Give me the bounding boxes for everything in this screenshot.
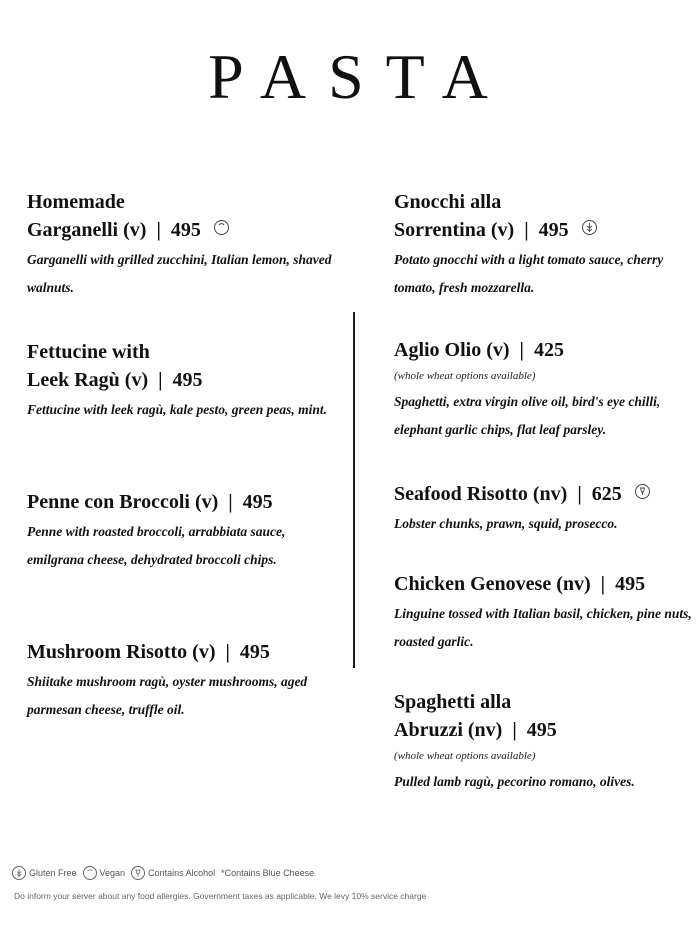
dish-name-line2 <box>27 216 332 244</box>
dish-description: Shiitake mushroom ragù, oyster mushrooms, aged parmesan cheese, truffle oil. <box>27 674 308 717</box>
dish-name: Sorrentina (v) <box>394 219 515 241</box>
page-title: PASTA <box>208 41 510 112</box>
dish-price: 495 <box>239 641 270 663</box>
menu-item-seafood-risotto <box>394 480 694 538</box>
legend-blue-cheese: *Contains Blue Cheese <box>221 868 315 878</box>
dish-name-line1: Gnocchi alla <box>394 191 502 213</box>
dish-price: 425 <box>533 339 564 361</box>
dish-description: Potato gnocchi with a light tomato sauce, cherry tomato, fresh mozzarella. <box>394 252 664 295</box>
dish-description: Lobster chunks, prawn, squid, prosecco. <box>394 516 618 531</box>
separator: | <box>228 491 233 513</box>
icon-legend <box>12 866 314 880</box>
dish-name-line1: Spaghetti alla <box>394 691 512 713</box>
dish-price: 625 <box>591 483 622 505</box>
dish-description: Linguine tossed with Italian basil, chicken, pine nuts, roasted garlic. <box>394 606 692 649</box>
dish-price: 495 <box>172 369 203 391</box>
dish-price: 495 <box>526 719 557 741</box>
menu-item-fettucine <box>27 338 332 424</box>
vegan-icon <box>214 220 229 235</box>
dish-name-line1: Homemade <box>27 191 125 213</box>
dish-name-line2 <box>394 216 694 244</box>
dish-price: 495 <box>538 219 569 241</box>
dish-name-line2 <box>27 366 332 394</box>
menu-item-mushroom-risotto <box>27 638 332 724</box>
dish-name-line1 <box>27 488 332 516</box>
dish-name: Garganelli (v) <box>27 219 147 241</box>
dish-price: 495 <box>170 219 201 241</box>
separator: | <box>225 641 230 663</box>
separator: | <box>524 219 529 241</box>
dish-name: Penne con Broccoli (v) <box>27 491 219 513</box>
separator: | <box>577 483 582 505</box>
dish-name: Chicken Genovese (nv) <box>394 573 591 595</box>
dish-name-line1 <box>27 638 332 666</box>
dish-description: Penne with roasted broccoli, arrabbiata sauce, emilgrana cheese, dehydrated broccoli chips. <box>27 524 286 567</box>
separator: | <box>512 719 517 741</box>
dish-description: Garganelli with grilled zucchini, Italian lemon, shaved walnuts. <box>27 252 332 295</box>
footer-disclaimer: Do inform your server about any food allergies. Government taxes as applicable. We levy 10% service charge <box>14 891 427 901</box>
dish-name: Leek Ragù (v) <box>27 369 149 391</box>
legend-label: Gluten Free <box>29 868 77 878</box>
legend-label: Contains Alcohol <box>148 868 216 878</box>
dish-price: 495 <box>242 491 273 513</box>
dish-price: 495 <box>615 573 646 595</box>
menu-item-gnocchi <box>394 188 694 302</box>
menu-item-penne <box>27 488 332 574</box>
dish-name-line1: Fettucine with <box>27 341 150 363</box>
legend-label: Vegan <box>99 868 126 878</box>
dish-note: (whole wheat options available) <box>394 370 536 382</box>
separator: | <box>158 369 163 391</box>
alcohol-icon <box>131 866 145 880</box>
dish-name: Aglio Olio (v) <box>394 339 510 361</box>
menu-item-garganelli <box>27 188 332 302</box>
alcohol-icon <box>635 484 650 499</box>
vegan-icon <box>83 866 97 880</box>
dish-note: (whole wheat options available) <box>394 750 536 762</box>
dish-name-line1 <box>394 480 694 508</box>
legend-vegan <box>83 866 126 880</box>
dish-name-line2 <box>394 716 694 744</box>
gluten-free-icon <box>582 220 597 235</box>
dish-name-line1 <box>394 336 694 364</box>
legend-alcohol <box>131 866 215 880</box>
separator: | <box>156 219 161 241</box>
dish-description: Pulled lamb ragù, pecorino romano, olives. <box>394 774 635 789</box>
dish-description: Fettucine with leek ragù, kale pesto, green peas, mint. <box>27 402 327 417</box>
menu-item-chicken-genovese <box>394 570 694 656</box>
dish-name-line1 <box>394 570 694 598</box>
menu-item-spaghetti-abruzzi <box>394 688 694 796</box>
dish-description: Spaghetti, extra virgin olive oil, bird's eye chilli, elephant garlic chips, flat leaf parsley. <box>394 394 661 437</box>
legend-gluten-free <box>12 866 77 880</box>
separator: | <box>600 573 606 595</box>
dish-name: Seafood Risotto (nv) <box>394 483 568 505</box>
gluten-free-icon <box>12 866 26 880</box>
column-divider <box>353 312 355 668</box>
menu-item-aglio-olio <box>394 336 694 444</box>
separator: | <box>519 339 524 361</box>
dish-name: Mushroom Risotto (v) <box>27 641 216 663</box>
dish-name: Abruzzi (nv) <box>394 719 503 741</box>
